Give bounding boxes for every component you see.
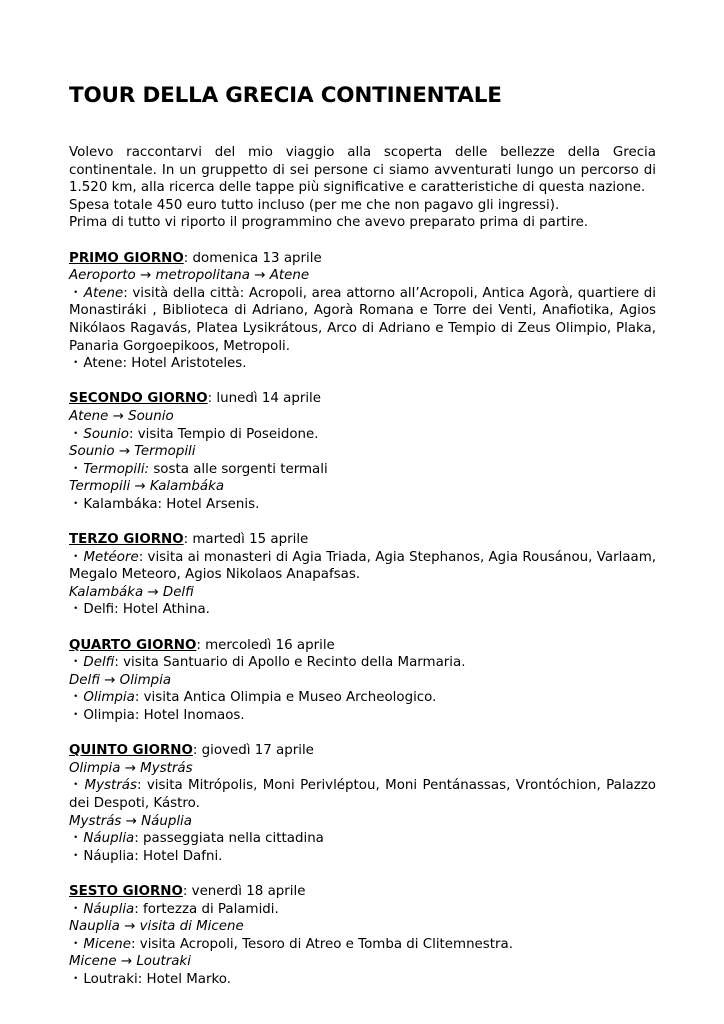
bullet-icon: ・ [69, 461, 83, 477]
activity-text: : fortezza di Palamidi. [134, 901, 279, 917]
bullet-icon: ・ [69, 936, 83, 952]
day-date: : giovedì 17 aprile [192, 743, 314, 759]
route-line: Nauplia → visita di Micene [69, 919, 244, 935]
bullet-icon: ・ [69, 426, 83, 442]
activity-line [69, 285, 656, 355]
day-name: SESTO GIORNO [69, 883, 183, 899]
bullet-icon: ・ [69, 356, 83, 372]
day-section [69, 883, 656, 989]
route-line: Delfi → Olimpia [69, 672, 172, 688]
activity-line [69, 426, 656, 444]
bullet-icon: ・ [69, 602, 83, 618]
place-name: Termopili: [83, 461, 150, 477]
hotel-line [69, 601, 656, 619]
route-line: Termopili → Kalambáka [69, 479, 225, 495]
route-line: Atene → Sounio [69, 408, 174, 424]
route-line: Aeroporto → metropolitana → Atene [69, 268, 310, 284]
place-name: Sounio [83, 426, 129, 442]
activity-line [69, 830, 656, 848]
day-date: : domenica 13 aprile [183, 250, 322, 266]
place-name: Metéore [83, 549, 139, 565]
intro-program-line: Prima di tutto vi riporto il programmino che avevo preparato prima di partire. [69, 215, 589, 231]
activity-text: : visita ai monasteri di Agia Triada, Agia Stephanos, Agia Rousánou, Varlaam, Megalo Meteoro, Agios Nikolaos Anapafsas. [69, 549, 657, 583]
day-name: QUINTO GIORNO [69, 743, 193, 759]
hotel-text: Olimpia: Hotel Inomaos. [83, 708, 245, 723]
place-name: Náuplia [83, 901, 135, 917]
activity-text: : visita Tempio di Poseidone. [128, 426, 319, 442]
day-date: : mercoledì 16 aprile [196, 637, 335, 653]
place-name: Mystrás [84, 778, 137, 794]
intro-paragraph: Volevo raccontarvi del mio viaggio alla scoperta delle bellezze della Grecia continentale. In un gruppetto di sei persone ci siamo avventurati lungo un percorso di 1.520 km, alla ricerca delle tappe più significative e caratteristiche di questa nazione. [69, 145, 656, 196]
bullet-icon: ・ [69, 549, 83, 565]
day-heading [69, 883, 656, 901]
place-name: Micene [83, 936, 131, 952]
day-name: QUARTO GIORNO [69, 637, 197, 653]
activity-line [69, 549, 656, 584]
day-date: : lunedì 14 aprile [207, 391, 322, 407]
bullet-icon: ・ [69, 655, 83, 671]
document-title: TOUR DELLA GRECIA CONTINENTALE [69, 83, 502, 108]
document-page [69, 82, 656, 989]
day-section [69, 531, 656, 619]
bullet-icon: ・ [69, 496, 83, 512]
bullet-icon: ・ [69, 708, 83, 723]
hotel-line [69, 707, 656, 725]
activity-line [69, 689, 656, 707]
hotel-text: Náuplia: Hotel Dafni. [83, 848, 223, 864]
hotel-line [69, 971, 656, 989]
day-name: TERZO GIORNO [69, 532, 184, 548]
activity-line [69, 461, 656, 479]
day-section [69, 742, 656, 865]
intro-section [69, 144, 656, 232]
day-date: : martedì 15 aprile [183, 532, 309, 548]
route-line: Olimpia → Mystrás [69, 760, 193, 776]
activity-line [69, 901, 656, 919]
hotel-text: Atene: Hotel Aristoteles. [83, 356, 247, 372]
place-name: Delfi [83, 655, 115, 671]
day-name: SECONDO GIORNO [69, 391, 208, 407]
activity-line [69, 777, 656, 812]
day-section [69, 637, 656, 725]
route-line: Mystrás → Náuplia [69, 813, 192, 829]
route-line: Sounio → Termopili [69, 444, 196, 460]
itinerary [69, 250, 656, 989]
activity-text: : visita Antica Olimpia e Museo Archeologico. [134, 690, 437, 706]
bullet-icon: ・ [69, 690, 83, 706]
day-heading [69, 250, 656, 268]
activity-text: sosta alle sorgenti termali [149, 461, 328, 477]
route-line: Kalambáka → Delfi [69, 584, 194, 600]
hotel-text: Delfi: Hotel Athina. [83, 602, 210, 618]
place-name: Náuplia [83, 831, 135, 847]
place-name: Atene [83, 285, 124, 301]
route-line: Micene → Loutraki [69, 954, 191, 970]
bullet-icon: ・ [69, 901, 83, 917]
hotel-line [69, 496, 656, 514]
day-section [69, 250, 656, 373]
activity-text: : visita Mitrópolis, Moni Perivléptou, Moni Pentánassas, Vrontóchion, Palazzo dei Despoti, Kástro. [69, 778, 657, 811]
place-name: Olimpia [83, 690, 135, 706]
hotel-text: Loutraki: Hotel Marko. [83, 971, 231, 987]
hotel-line [69, 355, 656, 373]
activity-text: : visità della città: Acropoli, area attorno all’Acropoli, Antica Agorà, quartiere di Monastiráki , Biblioteca di Adriano, Agorà Romana e Torre dei Venti, Anafiotika, Agios Nikólaos Ragavás, Platea Lysikrátous, Arco di Adriano e Tempio di Zeus Olimpio, Plaka, Panaria Gorgoepikoos, Metropoli. [69, 285, 656, 354]
activity-text: : passeggiata nella cittadina [134, 831, 324, 847]
activity-line [69, 936, 656, 954]
activity-text: : visita Santuario di Apollo e Recinto della Marmaria. [114, 655, 466, 671]
activity-line [69, 654, 656, 672]
bullet-icon: ・ [69, 831, 83, 847]
intro-cost-line: Spesa totale 450 euro tutto incluso (per me che non pagavo gli ingressi). [69, 197, 560, 213]
day-heading [69, 637, 656, 655]
day-name: PRIMO GIORNO [69, 250, 184, 266]
hotel-line [69, 848, 656, 866]
day-heading [69, 390, 656, 408]
bullet-icon: ・ [69, 778, 84, 794]
day-heading [69, 742, 656, 760]
activity-text: : visita Acropoli, Tesoro di Atreo e Tomba di Clitemnestra. [131, 936, 513, 952]
day-date: : venerdì 18 aprile [182, 883, 306, 899]
day-section [69, 390, 656, 513]
bullet-icon: ・ [69, 971, 83, 987]
bullet-icon: ・ [69, 848, 83, 864]
hotel-text: Kalambáka: Hotel Arsenis. [83, 496, 260, 512]
bullet-icon: ・ [69, 285, 83, 301]
day-heading [69, 531, 656, 549]
